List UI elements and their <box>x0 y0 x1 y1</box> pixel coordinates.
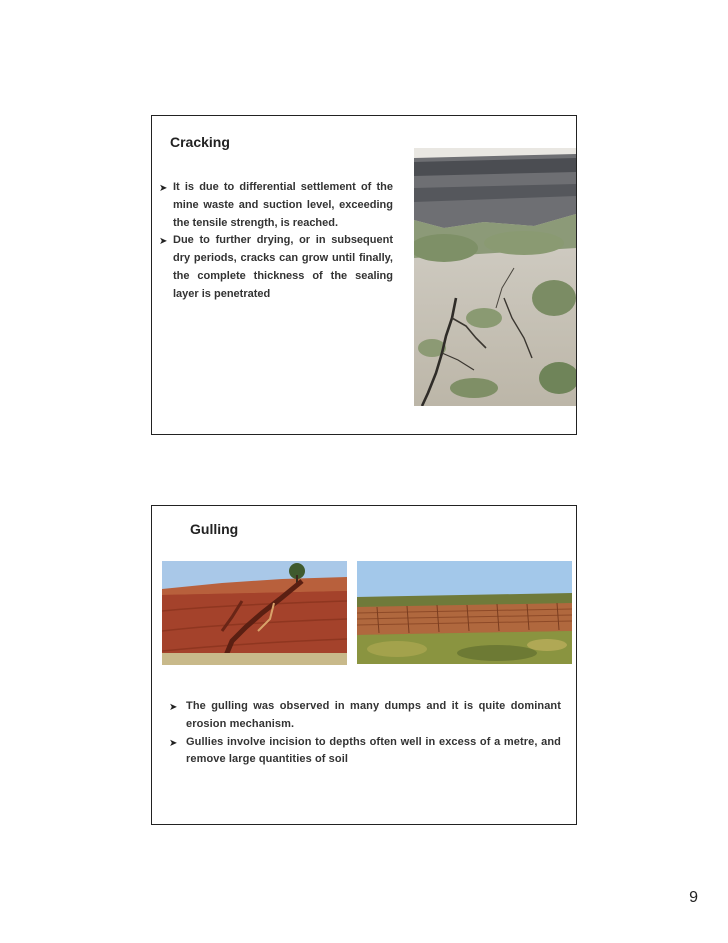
bullet-text: It is due to differential settlement of the mine waste and suction level, exceeding the tensile strength, is reached. <box>173 181 393 229</box>
bullet-list <box>169 698 561 769</box>
page-number: 9 <box>689 889 698 906</box>
arrow-bullet-icon: ➤ <box>169 702 178 713</box>
arrow-bullet-icon: ➤ <box>159 236 168 248</box>
bullet-text: Gullies involve incision to depths often well in excess of a metre, and remove large quantities of soil <box>186 735 561 766</box>
eroded-dump-photo <box>357 561 572 664</box>
list-item <box>169 698 561 734</box>
slide-title: Gulling <box>190 521 239 537</box>
slide-cracking <box>151 115 577 435</box>
list-item <box>169 734 561 770</box>
bullet-list <box>159 179 393 304</box>
slide-gulling <box>151 505 577 825</box>
bullet-text: Due to further drying, or in subsequent dry periods, cracks can grow until finally, the complete thickness of the sealing layer is penetrated <box>173 234 393 300</box>
red-soil-gully-photo <box>162 561 347 665</box>
cracked-ground-photo <box>414 148 576 406</box>
list-item <box>159 179 393 232</box>
bullet-text: The gulling was observed in many dumps and it is quite dominant erosion mechanism. <box>186 700 561 730</box>
arrow-bullet-icon: ➤ <box>169 737 178 749</box>
arrow-bullet-icon: ➤ <box>159 183 168 194</box>
slide-title: Cracking <box>170 134 230 150</box>
list-item <box>159 232 393 303</box>
